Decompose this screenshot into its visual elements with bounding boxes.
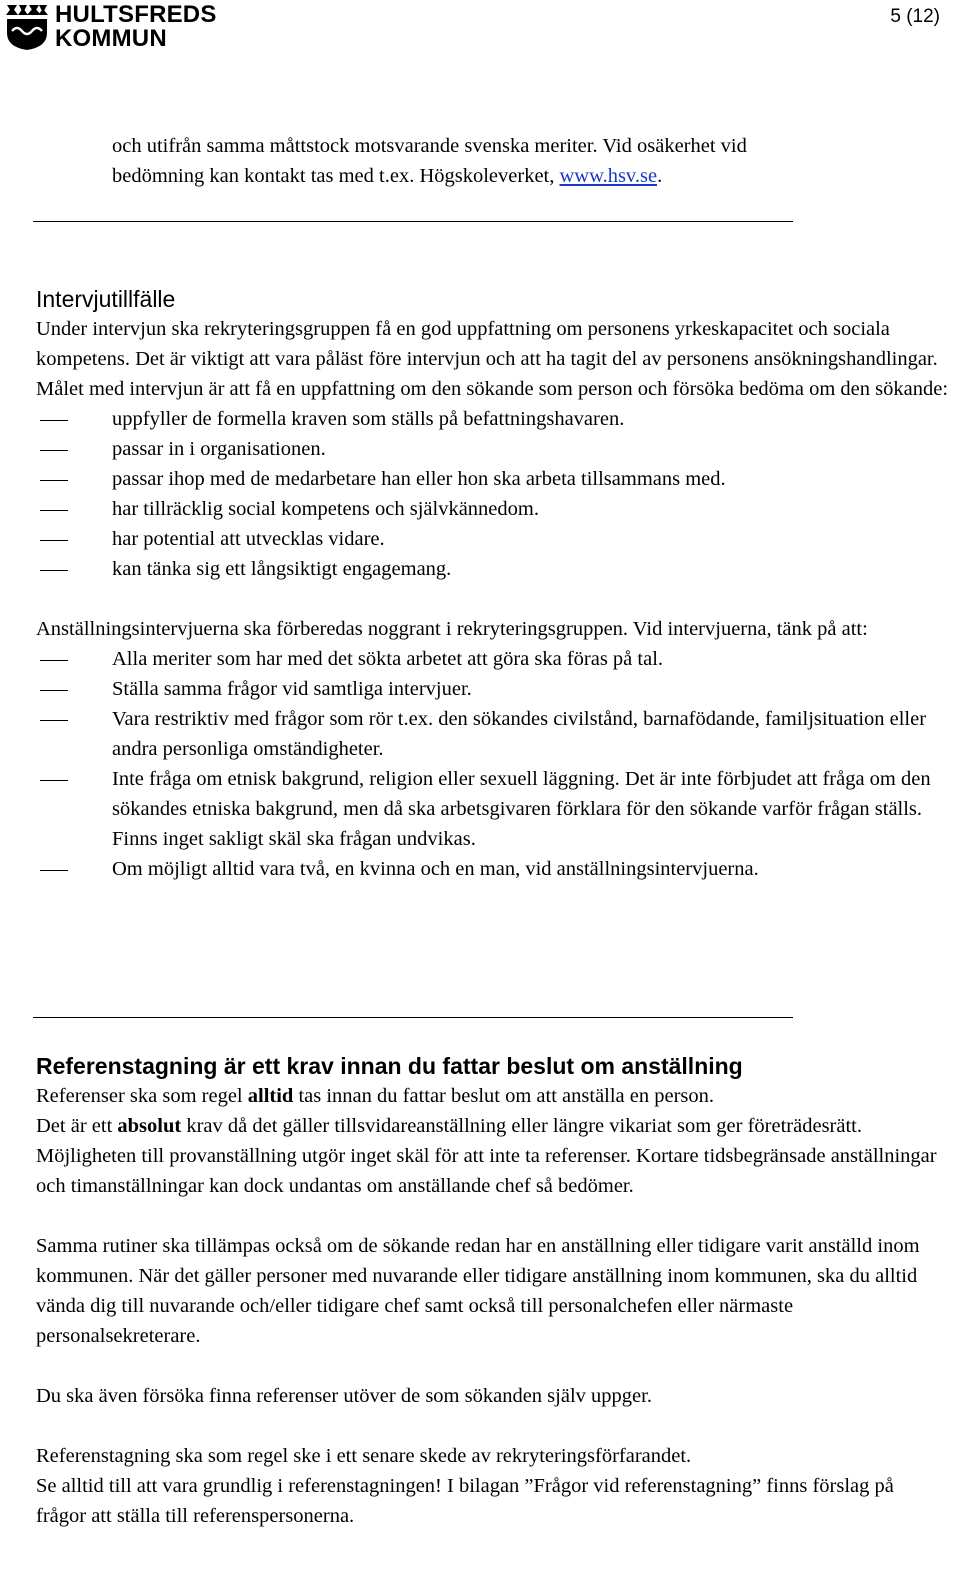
list-item: uppfyller de formella kraven som ställs på befattningshavaren. bbox=[36, 404, 948, 434]
page-header bbox=[0, 0, 960, 60]
references-section bbox=[36, 1051, 948, 1531]
intro-line-1: och utifrån samma måttstock motsvarande svenska meriter. Vid osäkerhet vid bbox=[112, 135, 747, 157]
list-item: Inte fråga om etnisk bakgrund, religion eller sexuell läggning. Det är inte förbjudet att fråga om den sökandes etniska bakgrund, men då ska arbetsgivaren förklara för den sökande varför frågan ställs. Finns inget sakligt skäl ska frågan undvikas. bbox=[36, 764, 948, 854]
references-paragraph-4: Du ska även försöka finna referenser utöver de som sökanden själv uppger. bbox=[36, 1385, 652, 1407]
list-item: Vara restriktiv med frågor som rör t.ex. den sökandes civilstånd, barnafödande, familjsituation eller andra personliga omständigheter. bbox=[36, 704, 948, 764]
list-item: kan tänka sig ett långsiktigt engagemang. bbox=[36, 554, 948, 584]
list-item: passar in i organisationen. bbox=[36, 434, 948, 464]
references-paragraph-1: Referenser ska som regel alltid tas innan du fattar beslut om att anställa en person. bbox=[36, 1085, 715, 1107]
references-paragraph-3: Samma rutiner ska tillämpas också om de sökande redan har en anställning eller tidigare varit anställd inom kommunen. När det gäller personer med nuvarande eller tidigare anställning inom kommunen, ska du alltid vända dig till nuvarande och/eller tidigare chef samt också till personalchefen eller närmaste personalsekreterare. bbox=[36, 1235, 920, 1347]
list-item: Alla meriter som har med det sökta arbetet att göra ska föras på tal. bbox=[36, 644, 948, 674]
section-divider bbox=[33, 221, 793, 222]
hsv-link[interactable]: www.hsv.se bbox=[559, 165, 658, 187]
municipality-logo bbox=[5, 3, 217, 51]
interview-paragraph-1: Under intervjun ska rekryteringsgruppen få en god uppfattning om personens yrkeskapacitet och sociala kompetens. Det är viktigt att vara påläst före intervjun och att ha tagit del av personens ansökningshandlingar. Målet med intervjun är att få en uppfattning om den sökande som person och försöka bedöma om den sökande: bbox=[36, 318, 949, 400]
list-item: har tillräcklig social kompetens och självkännedom. bbox=[36, 494, 948, 524]
section-divider bbox=[33, 1017, 793, 1018]
logo-line-2: KOMMUN bbox=[55, 25, 167, 52]
references-paragraph-2: Det är ett absolut krav då det gäller tillsvidareanställning eller längre vikariat som ger företrädesrätt. Möjligheten till provanställning utgör inget skäl för att inte ta referenser. Kortare tidsbegränsade anställningar och timanställningar kan dock undantas om anställande chef så bedömer. bbox=[36, 1115, 937, 1197]
interview-paragraph-2: Anställningsintervjuerna ska förberedas noggrant i rekryteringsgruppen. Vid intervjuerna, tänk på att: bbox=[36, 618, 868, 640]
references-paragraph-5b: Se alltid till att vara grundlig i referenstagningen! I bilagan ”Frågor vid referenstagning” finns förslag på frågor att ställa till referenspersonerna. bbox=[36, 1475, 894, 1527]
intro-line-2: bedömning kan kontakt tas med t.ex. Högskoleverket, www.hsv.se. bbox=[112, 165, 663, 187]
intro-paragraph bbox=[112, 131, 912, 191]
logo-line-1: HULTSFREDS bbox=[55, 1, 217, 28]
page-number: 5 (12) bbox=[890, 6, 940, 27]
interview-heading: Intervjutillfälle bbox=[36, 286, 176, 312]
coat-of-arms-icon bbox=[5, 3, 49, 51]
references-paragraph-5a: Referenstagning ska som regel ske i ett senare skede av rekryteringsförfarandet. bbox=[36, 1445, 692, 1467]
references-heading: Referenstagning är ett krav innan du fattar beslut om anställning bbox=[36, 1053, 743, 1079]
interview-criteria-list bbox=[36, 404, 948, 584]
list-item: passar ihop med de medarbetare han eller hon ska arbeta tillsammans med. bbox=[36, 464, 948, 494]
interview-tips-list bbox=[36, 644, 948, 884]
list-item: Om möjligt alltid vara två, en kvinna och en man, vid anställningsintervjuerna. bbox=[36, 854, 948, 884]
list-item: har potential att utvecklas vidare. bbox=[36, 524, 948, 554]
interview-section bbox=[36, 284, 948, 884]
list-item: Ställa samma frågor vid samtliga intervjuer. bbox=[36, 674, 948, 704]
